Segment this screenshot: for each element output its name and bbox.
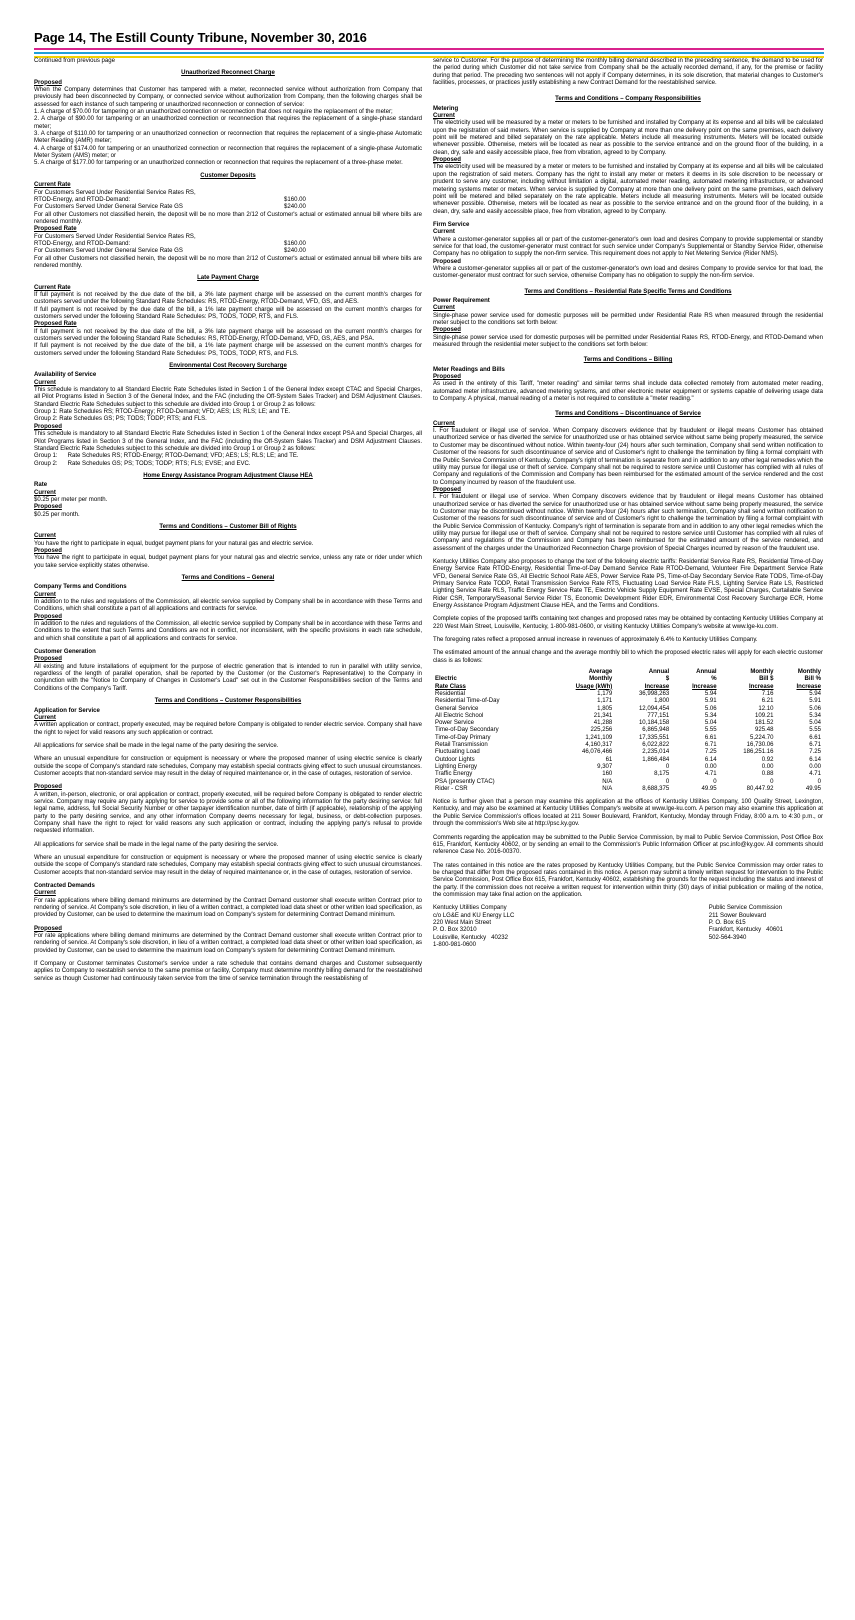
table-cell: 6.71	[704, 742, 717, 749]
table-cell: 5.91	[809, 698, 821, 705]
deposit-line	[34, 248, 422, 255]
table-row	[433, 720, 823, 727]
address-line: 220 West Main Street	[433, 919, 492, 926]
paragraph: Single-phase power service used for domestic purposes will be permitted under Residential Rates RS, RTOD-Energy, and RTOD-Demand when measured through the residential meter subject to the conditions set forth below:	[433, 334, 823, 349]
table-header: Monthly	[750, 669, 774, 676]
paragraph: When the Company determines that Customer has tampered with a meter, reconnected service without authorization from Company that previously had been disconnected by Company, or connected service without authorization from Company, then the following charges shall be assessed for each instance of such tampering or unauthorized reconnection or connection of service:	[34, 87, 422, 108]
label-current: Current	[34, 533, 56, 540]
table-cell: 9,307	[597, 763, 613, 770]
section-heading: Terms and Conditions – Customer Responsibilities	[154, 698, 302, 705]
table-row	[433, 706, 823, 713]
table-cell: 0	[665, 763, 670, 770]
table-cell: 0	[770, 778, 774, 785]
section-heading: Terms and Conditions – General	[181, 575, 275, 581]
subheading: Metering	[433, 105, 459, 112]
table-row	[433, 786, 823, 793]
table-cell: 1,171	[597, 698, 613, 705]
table-cell: Lighting Energy	[435, 763, 478, 770]
label-current: Current	[34, 714, 56, 721]
table-header: Increase	[748, 683, 774, 690]
paragraph: Where an unusual expenditure for construction or equipment is necessary or where the proposed manner of using electric service is clearly outside the scope of Company's standard rate schedules, Company may establish special contracts giving effect to such unusual circumstances. Customer accepts that non-standard service may result in the delay of required maintenance or, in the case of outages, restoration of service.	[34, 855, 422, 876]
table-cell: 5.04	[704, 720, 717, 727]
table-cell: 160	[602, 771, 613, 778]
table-row	[433, 742, 823, 749]
table-row	[433, 735, 823, 742]
table-header: Monthly	[589, 676, 613, 683]
deposit-line	[34, 204, 422, 211]
label-proposed: Proposed	[34, 925, 62, 932]
table-cell: 46,076,466	[582, 749, 613, 756]
label-current: Current	[34, 890, 56, 897]
address-kentucky-utilities	[433, 905, 514, 949]
label-proposed: Proposed	[34, 423, 62, 430]
paragraph: I. For fraudulent or illegal use of service. When Company discovers evidence that by fraudulent or illegal means Customer has obtained unauthorized service or has diverted the service for unauthorized use or has obtained service without same being properly measured, the service to Customer may be discontinued without notice. Within twenty-four (24) hours after such termination, Company shall send written notification to Customer of the reasons for such discontinuance of service and of Customer's right to challenge the termination by filing a formal complaint with the Public Service Commission of Kentucky. Company's right of termination is separate from and in addition to any other legal remedies which the utility may pursue for illegal use or theft of service. Company shall not be required to restore service until Customer has complied with all rules of Company and regulations of the Commission and Company has been reimbursed for the estimated amount of the service rendered, and assessment of the charges under the Unauthorized Reconnection Charge provision of Special Charges incurred by reason of the fraudulent use.	[433, 494, 823, 552]
label-proposed: Proposed	[34, 784, 62, 791]
subheading: Meter Readings and Bills	[433, 366, 505, 373]
label-current: Current	[34, 591, 56, 598]
label-current: Current	[34, 379, 56, 386]
table-header: Bill %	[804, 676, 821, 683]
table-cell: 0	[665, 778, 670, 785]
table-cell: 10,184,158	[638, 720, 670, 727]
section-heading: Home Energy Assistance Program Adjustment Clause HEA	[143, 472, 313, 479]
table-cell: General Service	[435, 705, 479, 712]
right-column	[433, 58, 823, 949]
section-heading: Environmental Cost Recovery Surcharge	[169, 363, 287, 370]
table-cell: Time-of-Day Primary	[435, 734, 491, 741]
table-cell: 12,094,454	[638, 705, 670, 712]
table-cell: 7.25	[809, 749, 821, 756]
table-cell: 16,730.06	[746, 742, 774, 749]
label-proposed: Proposed	[433, 258, 461, 265]
table-cell: 0	[817, 778, 821, 785]
label-proposed: Proposed	[433, 327, 461, 334]
table-cell: 225,256	[590, 727, 613, 734]
table-cell: 6,022,822	[642, 742, 670, 749]
table-cell: 8,688,375	[642, 785, 670, 792]
table-cell: 49.95	[701, 785, 717, 792]
table-cell: 6.21	[761, 698, 774, 705]
table-cell: 1,800	[654, 698, 670, 705]
table-cell: 6.71	[809, 742, 821, 749]
paragraph: $0.25 per meter per month.	[34, 496, 108, 503]
header-stripe-magenta	[34, 48, 824, 50]
subheading: Firm Service	[433, 221, 470, 228]
paragraph: Single-phase power service used for domestic purposes will be permitted under Residential Rate RS when measured through the residential meter subject to the conditions set forth below:	[433, 312, 823, 326]
table-cell: 5.55	[809, 727, 821, 734]
label-current-rate: Current Rate	[34, 284, 71, 291]
paragraph: Kentucky Utilities Company also proposes to change the text of the following electric tariffs: Residential Service Rate RS, Residential Time-of-Day Energy Service Rate RTOD-Energy, Residential Time-of-Day Demand Service Rate RTOD-Demand, Volunteer Fire Department Service Rate VFD, General Service Rate GS, All Electric School Rate AES, Power Service Rate PS, Time-of-Day Secondary Service Rate TODS, Time-of-Day Primary Service Rate TODP, Retail Transmission Service Rate RTS, Fluctuating Load Service Rate FLS, Lighting Service Rate LS, Restricted Lighting Service Rate RLS, Traffic Energy Service Rate TE, Electric Vehicle Supply Equipment Rate EVSE, Special Charges, Curtailable Service Rider CSR, Temporary/Seasonal Service Rider TS, Economic Development Rider EDR, Environmental Cost Recovery Surcharge ECR, Home Energy Assistance Program Adjustment Clause HEA, and the Terms and Conditions.	[433, 558, 823, 610]
paragraph: Complete copies of the proposed tariffs containing text changes and proposed rates may be obtained by contacting Kentucky Utilities Company at 220 West Main Street, Louisville, Kentucky, 1-800-981-0600, or visiting Kentucky Utilities Company's website at www.lge-ku.com.	[433, 616, 823, 630]
paragraph: The rates contained in this notice are the rates proposed by Kentucky Utilities Company, but the Public Service Commission may order rates to be charged that differ from the proposed rates contained in this notice. A person may submit a timely written request for intervention to the Public Service Commission, Post Office Box 615, Frankfort, Kentucky 40602, establishing the grounds for the request including the status and interest of the party. If the commission does not receive a written request for intervention within thirty (30) days of initial publication or mailing of the notice, the commission may take final action on the application.	[433, 862, 823, 898]
paragraph: The electricity used will be measured by a meter or meters to be furnished and installed by Company at its expense and all bills will be calculated upon the registration of said meters. When service is supplied by Company at more than one delivery point on the same premises, each delivery point will be metered and billed separately on the rate applicable. Meters include all measuring instruments. Meters will be located outside whenever possible. Otherwise, meters will be located as near as possible to the service entrance and on the ground floor of the building, in a clean, dry, safe and easily accessible place, free from vibration, agreed to by Company.	[433, 120, 823, 156]
table-cell: Residential Time-of-Day	[435, 698, 500, 705]
table-cell: 0.88	[761, 771, 774, 778]
address-line: Frankfort, Kentucky 40601	[708, 927, 783, 934]
paragraph: If full payment is not received by the due date of the bill, a 3% late payment charge will be assessed on the current month's charges for customers served under the following Standard Rate Schedules: RS, RTOD-Energy, RTOD-Demand, VFD, GS, AES, and PSA.	[34, 328, 422, 343]
table-cell: 0.00	[761, 763, 774, 770]
table-header: Rate Class	[435, 683, 466, 690]
table-cell: 6.14	[704, 756, 717, 763]
table-cell: 4.71	[704, 771, 717, 778]
table-cell: 4,160,317	[585, 742, 613, 749]
label-proposed: Proposed	[34, 79, 62, 86]
table-cell: 5.04	[809, 720, 821, 727]
paragraph: If full payment is not received by the due date of the bill, a 1% late payment charge will be assessed on the current month's charges for customers served under the following Standard Rate Schedules: PS, TODS, TODP, RTS, and FLS.	[34, 306, 422, 320]
table-cell: 5.55	[704, 727, 717, 734]
table-cell: Rider - CSR	[435, 785, 468, 792]
table-cell: 1,241,109	[585, 734, 613, 741]
table-cell: 6,865,948	[642, 727, 670, 734]
address-line: P. O. Box 32010	[433, 927, 477, 934]
paragraph: A written application or contract, properly executed, may be required before Company is obligated to render electric service. Company shall have the right to reject for valid reasons any such application or contract.	[34, 722, 422, 736]
table-cell: 6.14	[809, 756, 821, 763]
section-heading: Terms and Conditions – Customer Bill of Rights	[159, 523, 297, 530]
table-cell: 21,341	[593, 712, 613, 719]
table-header: Bill $	[759, 676, 774, 683]
table-cell: 0.00	[704, 763, 717, 770]
table-header	[433, 669, 547, 676]
table-cell: 6.61	[809, 734, 821, 741]
paragraph: You have the right to participate in equal, budget payment plans for your natural gas and electric service.	[34, 540, 314, 547]
label-proposed-rate: Proposed Rate	[34, 226, 77, 233]
section-heading: Terms and Conditions – Discontinuance of Service	[555, 411, 701, 418]
table-header: Increase	[644, 683, 670, 690]
address-line: Public Service Commission	[708, 905, 782, 912]
address-line: 502-564-3940	[708, 934, 747, 941]
paragraph: $0.25 per month.	[34, 511, 80, 518]
table-cell: 8,175	[654, 771, 670, 778]
paragraph: Comments regarding the application may be submitted to the Public Service Commission, by mail to Public Service Commission, Post Office Box 615, Frankfort, Kentucky 40602, or by sending an email to the Commission's Public Information Officer at psc.info@ky.gov. All comments should reference Case No. 2016-00370.	[433, 834, 823, 856]
deposit-amount: $160.00	[284, 240, 306, 247]
table-cell: 5.06	[809, 705, 821, 712]
paragraph: Where an unusual expenditure for construction or equipment is necessary or where the proposed manner of using electric service is clearly outside the scope of Company's standard rate schedules, Company may establish special contracts giving effect to such unusual circumstances. Customer accepts that non-standard service may result in the delay of required maintenance or, in the case of outages, restoration of service.	[34, 756, 422, 777]
table-cell: Time-of-Day Secondary	[435, 727, 499, 734]
label-proposed: Proposed	[34, 613, 62, 620]
paragraph: For Customers Served Under Residential Service Rates RS,	[34, 233, 196, 240]
label-current: Current	[433, 305, 455, 312]
paragraph: In addition to the rules and regulations of the Commission, all electric service supplied by Company shall be in accordance with these Terms and Conditions to the extent that such Terms and Conditions are not in conflict, nor inconsistent, with the specific provisions in each rate schedule, and which shall constitute a part of all applications and contracts for service.	[34, 621, 422, 642]
deposit-amount: $240.00	[284, 204, 306, 211]
section-heading: Late Payment Charge	[197, 275, 259, 282]
paragraph: Where a customer-generator supplies all or part of the customer-generator's own load and desires Company to provide supplemental or standby service for that load, the customer-generator must contract for such service under Company's Supplemental or Standby Service Rider, otherwise Company has no obligation to supply the non-firm service. This requirement does not apply to Net Metering Service (Rider NMS).	[433, 236, 823, 258]
deposit-label: For Customers Served Under General Service Rate GS	[34, 248, 183, 255]
rate-increase-table	[433, 669, 823, 793]
table-row	[433, 779, 823, 786]
section-heading: Terms and Conditions – Billing	[583, 357, 673, 364]
deposit-label: RTOD-Energy, and RTOD-Demand:	[34, 240, 131, 247]
table-cell: 181.52	[755, 720, 774, 727]
left-column	[34, 58, 422, 983]
table-header: %	[711, 676, 717, 683]
table-body	[433, 691, 823, 793]
subheading: Customer Generation	[34, 649, 96, 656]
paragraph: If full payment is not received by the due date of the bill, a 3% late payment charge will be assessed on the current month's charges for customers served under the following Standard Rate Schedules: RS, RTOD-Energy, RTOD-Demand, VFD, GS, and AES.	[34, 291, 422, 306]
address-block	[433, 905, 823, 949]
subheading: Application for Service	[34, 707, 100, 714]
table-cell: 1,805	[597, 705, 613, 712]
address-line: 211 Sower Boulevard	[708, 912, 767, 919]
list-item: 3. A charge of $110.00 for tampering or an unauthorized connection or reconnection that requires the replacement of a single-phase Automatic Meter Reading (AMR) meter;	[34, 131, 422, 145]
section-heading: Customer Deposits	[200, 172, 256, 179]
table-header: Usage (kWh)	[575, 683, 613, 690]
table-cell: PSA (presently CTAC)	[435, 778, 495, 785]
table-cell: 12.10	[758, 705, 774, 712]
table-cell: 17,335,551	[638, 734, 670, 741]
table-cell: Residential	[435, 690, 465, 697]
table-row	[433, 749, 823, 756]
table-cell: 5.94	[704, 690, 717, 697]
label-proposed: Proposed	[433, 374, 461, 381]
paragraph: The foregoing rates reflect a proposed annual increase in revenues of approximately 6.4% to Kentucky Utilities Company.	[433, 637, 758, 644]
table-cell: Fluctuating Load	[435, 749, 480, 756]
table-row	[433, 691, 823, 698]
subheading: Company Terms and Conditions	[34, 584, 127, 591]
paragraph: If full payment is not received by the due date of the bill, a 1% late payment charge will be assessed on the current month's charges for customers served under the following Standard Rate Schedules: PS, TODS, TODP, RTS, and FLS.	[34, 343, 422, 357]
paragraph: The estimated amount of the annual change and the average monthly bill to which the proposed electric rates will apply for each electric customer class is as follows:	[433, 650, 823, 664]
table-header: Increase	[796, 683, 821, 690]
table-header: Electric	[435, 676, 457, 683]
section-heading: Unauthorized Reconnect Charge	[181, 70, 275, 77]
table-cell: 6.61	[704, 734, 717, 741]
address-line: Kentucky Utilities Company	[433, 905, 507, 912]
label-current: Current	[433, 229, 455, 236]
table-cell: All Electric School	[435, 712, 484, 719]
table-cell: Power Service	[435, 720, 474, 727]
address-line: 1-800-981-0600	[433, 941, 477, 948]
subheading: Availability of Service	[34, 372, 97, 379]
header-stripe-cyan	[34, 52, 824, 54]
list-item: 1. A charge of $70.00 for tampering or an unauthorized connection or reconnection that does not require the replacement of the meter;	[34, 109, 393, 116]
table-cell: 5.34	[704, 712, 717, 719]
subheading: Contracted Demands	[34, 883, 95, 890]
page-header	[34, 30, 824, 58]
table-cell: 41,288	[593, 720, 613, 727]
paragraph: As used in the entirety of this Tariff, "meter reading" and similar terms shall include data collected remotely from automated meter reading, automated meter infrastructure, advanced metering systems, and other electronic meter equipment or systems capable of delivering usage data to Company. A physical, manual reading of a meter is not required to constitute a "meter reading."	[433, 381, 823, 403]
address-psc	[709, 905, 783, 949]
label-proposed: Proposed	[34, 504, 62, 511]
paragraph: In addition to the rules and regulations of the Commission, all electric service supplied by Company shall be in accordance with these Terms and Conditions, which shall constitute a part of all applications and contracts for service.	[34, 599, 422, 613]
table-header: Monthly	[797, 669, 821, 676]
table-header: $	[665, 676, 670, 683]
table-row	[433, 764, 823, 771]
table-row	[433, 727, 823, 734]
paragraph: If Company or Customer terminates Customer's service under a rate schedule that contains demand charges and Customer subsequently applies to Company to reestablish service to the same premise or facility, Company must determine monthly billing demand for the reestablished service as though Customer had continuously taken service from the time of service termination through the reestablishing of	[34, 961, 422, 982]
label-proposed: Proposed	[433, 486, 461, 493]
table-cell: 1,179	[597, 690, 613, 697]
table-cell: 7.16	[761, 690, 774, 697]
section-heading: Terms and Conditions – Company Responsibilities	[555, 96, 701, 103]
list-item: 2. A charge of $90.00 for tampering or an unauthorized connection or reconnection that requires the replacement of a single-phase standard meter;	[34, 116, 422, 130]
table-cell: 61	[605, 756, 613, 763]
table-cell: 0.00	[809, 763, 821, 770]
label-current: Current	[433, 113, 455, 120]
paragraph: For all other Customers not classified herein, the deposit will be no more than 2/12 of Customer's actual or estimated annual bill where bills are rendered monthly.	[34, 211, 422, 225]
paragraph: I. For fraudulent or illegal use of service. When Company discovers evidence that by fraudulent or illegal means Customer has obtained unauthorized service or has diverted the service for unauthorized use or has obtained service without same being properly measured, the service to Customer may be discontinued without notice. Within twenty-four (24) hours after such termination, Company shall send written notification to Customer of the reasons for such discontinuance of service and of Customer's right to challenge the termination by filing a formal complaint with the Public Service Commission of Kentucky. Company's right of termination is separate from and in addition to any other legal remedies which the utility may pursue for illegal use or theft of service. Company shall not be required to restore service until Customer has complied with all rules of Company and regulations of the Commission and Company has been reimbursed for the estimated amount of the service rendered and the cost to Company incurred by reason of the fraudulent use.	[433, 428, 823, 486]
table-cell: 5.94	[809, 690, 821, 697]
subheading: Power Requirement	[433, 297, 490, 304]
deposit-line	[34, 197, 422, 204]
table-header: Average	[588, 669, 613, 676]
deposit-label: RTOD-Energy, and RTOD-Demand:	[34, 196, 131, 203]
table-cell: Traffic Energy	[435, 771, 473, 778]
deposit-label: For Customers Served Under General Service Rate GS	[34, 204, 183, 211]
label-proposed: Proposed	[34, 547, 62, 554]
paragraph: Group 1: Rate Schedules RS; RTOD-Energy; RTOD-Demand; VFD; AES; LS; RLS; LE; and TE.	[34, 409, 291, 416]
paragraph: service to Customer. For the purpose of determining the monthly billing demand described in the preceding sentence, the demand to be used for the period during which Customer did not take service from Company shall be the actually recorded demand, if any, for the premise or facility during that period. The preceding two sentences will not apply if Company determines, in its sole discretion, that material changes to Customer's facilities, processes, or practices justify establishing a new Contract Demand for the reestablished service.	[433, 58, 823, 87]
paragraph: Group 2: Rate Schedules GS; PS; TODS; TODP; RTS; and FLS.	[34, 416, 207, 423]
paragraph: All applications for service shall be made in the legal name of the party desiring the service.	[34, 841, 279, 848]
table-cell: 186,251.16	[743, 749, 774, 756]
table-cell: 5.91	[704, 698, 717, 705]
table-cell: 2,235,014	[642, 749, 670, 756]
table-cell: 80,447.92	[746, 785, 774, 792]
paragraph: Notice is further given that a person may examine this application at the offices of Kentucky Utilities Company, 100 Quality Street, Lexington, Kentucky, and may also be examined at Kentucky Utilities Company's website at www.lge-ku.com. A person may also examine this application at the Public Service Commission's offices located at 211 Sower Boulevard, Frankfort, Kentucky, Monday through Friday, 8:00 a.m. to 4:30 p.m., or through the commission's Web site at http://psc.ky.gov.	[433, 799, 823, 828]
paragraph: A written, in-person, electronic, or oral application or contract, properly executed, will be required before Company is obligated to render electric service. Company may require any party applying for service to provide some or all of the following information for the party desiring service: full legal name, address, full Social Security Number or other taxpayer identification number, date of birth (if applicable), relationship of the applying party to the party desiring service, and any other information Company deems necessary for legal, business, or debt-collection purposes. Company shall have the right to reject for valid reasons any such application or contract, including the applying party's refusal to provide requested information.	[34, 791, 422, 835]
table-cell: 5.06	[704, 705, 717, 712]
paragraph: You have the right to participate in equal, budget payment plans for your natural gas and electric service, unless any rate or rider under which you take service explicitly states otherwise.	[34, 555, 422, 569]
table-header-row	[433, 676, 823, 683]
table-cell: 4.71	[809, 771, 821, 778]
label-proposed: Proposed	[34, 656, 62, 663]
label-current: Current	[34, 489, 56, 496]
paragraph: All existing and future installations of equipment for the purpose of electric generation that is intended to run in parallel with utility service, regardless of the length of parallel operation, shall be reported by the Customer (or the Customer's Representative) to the Company in conjunction with the "Notice to Company of Changes in Customer's Load" set out in the Customer Responsibilities section of the Terms and Conditions of the Company's Tariff.	[34, 663, 422, 692]
table-cell: 925.48	[755, 727, 774, 734]
address-line: c/o LG&E and KU Energy LLC	[433, 912, 515, 919]
paragraph: This schedule is mandatory to all Standard Electric Rate Schedules listed in Section 1 of the General Index except CTAC and Special Charges, all Pilot Programs listed in Section 3 of the General Index, and the FAC (including the Off-System Sales Tracker) and DSM Adjustment Clauses. Standard Electric Rate Schedules subject to this schedule are divided into Group 1 or Group 2 as follows:	[34, 387, 422, 408]
paragraph: Group 2: Rate Schedules GS; PS; TODS; TODP; RTS; FLS; EVSE; and EVC.	[34, 460, 251, 467]
table-row	[433, 757, 823, 764]
list-item: 4. A charge of $174.00 for tampering or an unauthorized connection or reconnection that requires the replacement of a single-phase Automatic Meter System (AMS) meter; or	[34, 145, 422, 160]
table-row	[433, 713, 823, 720]
continued-note: Continued from previous page	[34, 58, 116, 64]
address-line: P. O. Box 615	[708, 919, 746, 926]
table-cell: N/A	[602, 778, 613, 785]
table-header: Annual	[696, 669, 717, 676]
label-proposed-rate: Proposed Rate	[34, 321, 77, 328]
paragraph: For rate applications where billing demand minimums are determined by the Contract Demand customer shall execute written Contract prior to rendering of service. At Company's sole discretion, in lieu of a written contract, a completed load data sheet or other written load specification, as provided by Customer, can be used to determine the maximum load on Company's system for determining Contract Demand minimum.	[34, 933, 422, 954]
label-proposed: Proposed	[433, 157, 461, 164]
deposit-line	[34, 241, 422, 248]
paragraph: For all other Customers not classified herein, the deposit will be no more than 2/12 of Customer's actual or estimated annual bill where bills are rendered monthly.	[34, 255, 422, 269]
table-cell: 0.92	[761, 756, 774, 763]
paragraph: The electricity used will be measured by a meter or meters to be furnished and installed by Company at its expense and all bills will be calculated upon the registration of said meters. Company has the right to install any meter or meters it deems in its sole discretion to be necessary or prudent to serve any customer, including without limitation a digital, automated meter reading, automated metering infrastructure, or advanced metering systems meter or meters. When service is supplied by Company at more than one delivery point on the same premises, each delivery point will be metered and billed separately on the rate applicable. Meters include all measuring instruments. Meters will be located outside whenever possible. Otherwise, meters will be located as near as possible to the service entrance and on the ground floor of the building, in a clean, dry, safe and easily accessible place, free from vibration, agreed to by Company.	[433, 164, 823, 215]
paragraph: This schedule is mandatory to all Standard Electric Rate Schedules listed in Section 1 of the General Index except PSA and Special Charges, all Pilot Programs listed in Section 3 of the General Index, and the FAC (including the Off-System Sales Tracker) and DSM Adjustment Clauses. Standard Electric Rate Schedules subject to this schedule are divided into Group 1 or Group 2 as follows:	[34, 431, 422, 452]
table-cell: 49.95	[805, 785, 821, 792]
paragraph: Where a customer-generator supplies all or part of the customer-generator's own load and desires Company to provide service for that load, the customer-generator must contract for such service, otherwise Company has no obligation to supply the non-firm service.	[433, 265, 823, 280]
table-cell: 5.34	[809, 712, 821, 719]
table-cell: 777,151	[647, 712, 670, 719]
list-item: 5. A charge of $177.00 for tampering or an unauthorized connection or reconnection that requires the replacement of a three-phase meter.	[34, 160, 403, 167]
subheading: Rate	[34, 482, 48, 489]
section-heading: Terms and Conditions – Residential Rate Specific Terms and Conditions	[524, 288, 732, 295]
paragraph: All applications for service shall be made in the legal name of the party desiring the service.	[34, 742, 279, 749]
table-cell: 5,224.70	[749, 734, 774, 741]
table-header-row	[433, 684, 823, 691]
label-current: Current	[433, 420, 455, 427]
deposit-amount: $160.00	[284, 196, 306, 203]
deposit-amount: $240.00	[284, 248, 306, 255]
table-cell: 1,866,484	[642, 756, 670, 763]
table-cell: 7.25	[704, 749, 717, 756]
table-cell: 0	[713, 778, 717, 785]
label-current-rate: Current Rate	[34, 182, 71, 189]
table-header-row	[433, 669, 823, 676]
table-cell: 36,998,263	[638, 690, 670, 697]
table-row	[433, 771, 823, 778]
table-row	[433, 698, 823, 705]
table-header: Annual	[648, 669, 670, 676]
paragraph: For rate applications where billing demand minimums are determined by the Contract Demand customer shall execute written Contract prior to rendering of service. At Company's sole discretion, in lieu of a written contract, a completed load data sheet or other written load specification, as provided by Customer, can be used to determine the maximum load on Company's system for determining Contract Demand minimum.	[34, 897, 422, 919]
page-title: Page 14, The Estill County Tribune, November 30, 2016	[34, 30, 367, 45]
address-line: Louisville, Kentucky 40232	[433, 934, 508, 941]
paragraph: For Customers Served Under Residential Service Rates RS,	[34, 189, 196, 196]
table-cell: N/A	[602, 785, 613, 792]
table-header: Increase	[692, 683, 717, 690]
paragraph: Group 1: Rate Schedules RS; RTOD-Energy; RTOD-Demand; VFD; AES; LS; RLS; LE; and TE.	[34, 453, 299, 460]
table-cell: Retail Transmission	[435, 742, 488, 749]
table-cell: 109.21	[755, 712, 774, 719]
table-cell: Outdoor Lights	[435, 756, 475, 763]
